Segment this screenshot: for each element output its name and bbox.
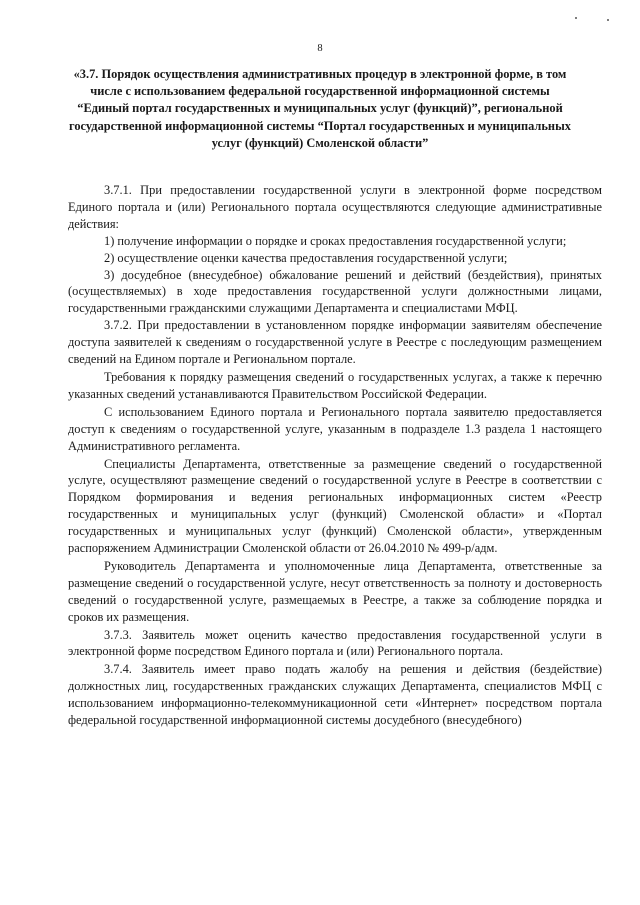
paragraph-portal-access: С использованием Единого портала и Регионального портала заявителю предоставляется доступ к сведениям о государственной услуге, указанным в подразделе 1.3 раздела 1 настоящего Административного регламента. [68,404,602,453]
page-number: 8 [317,43,323,54]
section-title: «3.7. Порядок осуществления административных процедур в электронной форме, в том числе с использованием федеральной государственной информационной системы “Единый портал государственных и муниципальных услуг (функций)”, региональной государственной информационной системы “Портал государственных и муниципальных услуг (функций) Смоленской области” [69,67,571,150]
paragraph-3-7-2: 3.7.2. При предоставлении в установленном порядке информации заявителям обеспечение доступа заявителей к сведениям о государственной услуге в Реестре с последующим размещением сведений на Едином портале и Региональном портале. [68,318,602,367]
paragraph-3-7-3: 3.7.3. Заявитель может оценить качество предоставления государственной услуги в электронной форме посредством Единого портала и (или) Регионального портала. [68,627,602,659]
scan-speck [575,17,577,19]
paragraph-list-item-3: 3) досудебное (внесудебное) обжалование решений и действий (бездействия), принятых (осуществляемых) в ходе предоставления государственной услуги должностными лицами, государственными гражданскими служащими Департамента и специалистами МФЦ. [68,267,602,316]
paragraph-specialists: Специалисты Департамента, ответственные за размещение сведений о государственной услуге, осуществляют размещение сведений о государственной услуге в Реестре в соответствии с Порядком формирования и ведения региональных информационных систем «Реестр государственных и муниципальных услуг (функций) Смоленской области» и «Портал государственных и муниципальных услуг (функций) Смоленской области», утвержденным распоряжением Администрации Смоленской области от 26.04.2010 № 499-р/адм. [68,456,602,556]
document-body [68,182,602,729]
paragraph-list-item-2: 2) осуществление оценки качества предоставления государственной услуги; [104,250,508,265]
paragraph-3-7-1: 3.7.1. При предоставлении государственной услуги в электронной форме посредством Единого портала и (или) Регионального портала осуществляются следующие административные действия: [68,183,602,231]
scan-speck [607,19,609,21]
paragraph-requirements: Требования к порядку размещения сведений о государственных услугах, а также к перечню указанных сведений устанавливаются Правительством Российской Федерации. [68,369,602,401]
paragraph-head-responsibility: Руководитель Департамента и уполномоченные лица Департамента, ответственные за размещение сведений о государственной услуге, несут ответственность за полноту и достоверность сведений о государственной услуге, размещаемых в Реестре, а также за соблюдение порядка и сроков их размещения. [68,558,602,624]
paragraph-3-7-4: 3.7.4. Заявитель имеет право подать жалобу на решения и действия (бездействие) должностных лиц, государственных гражданских служащих Департамента, специалистов МФЦ с использованием информационно-телекоммуникационной сети «Интернет» посредством портала федеральной государственной информационной системы досудебного (внесудебного) [68,662,602,728]
paragraph-list-item-1: 1) получение информации о порядке и сроках предоставления государственной услуги; [104,233,567,248]
